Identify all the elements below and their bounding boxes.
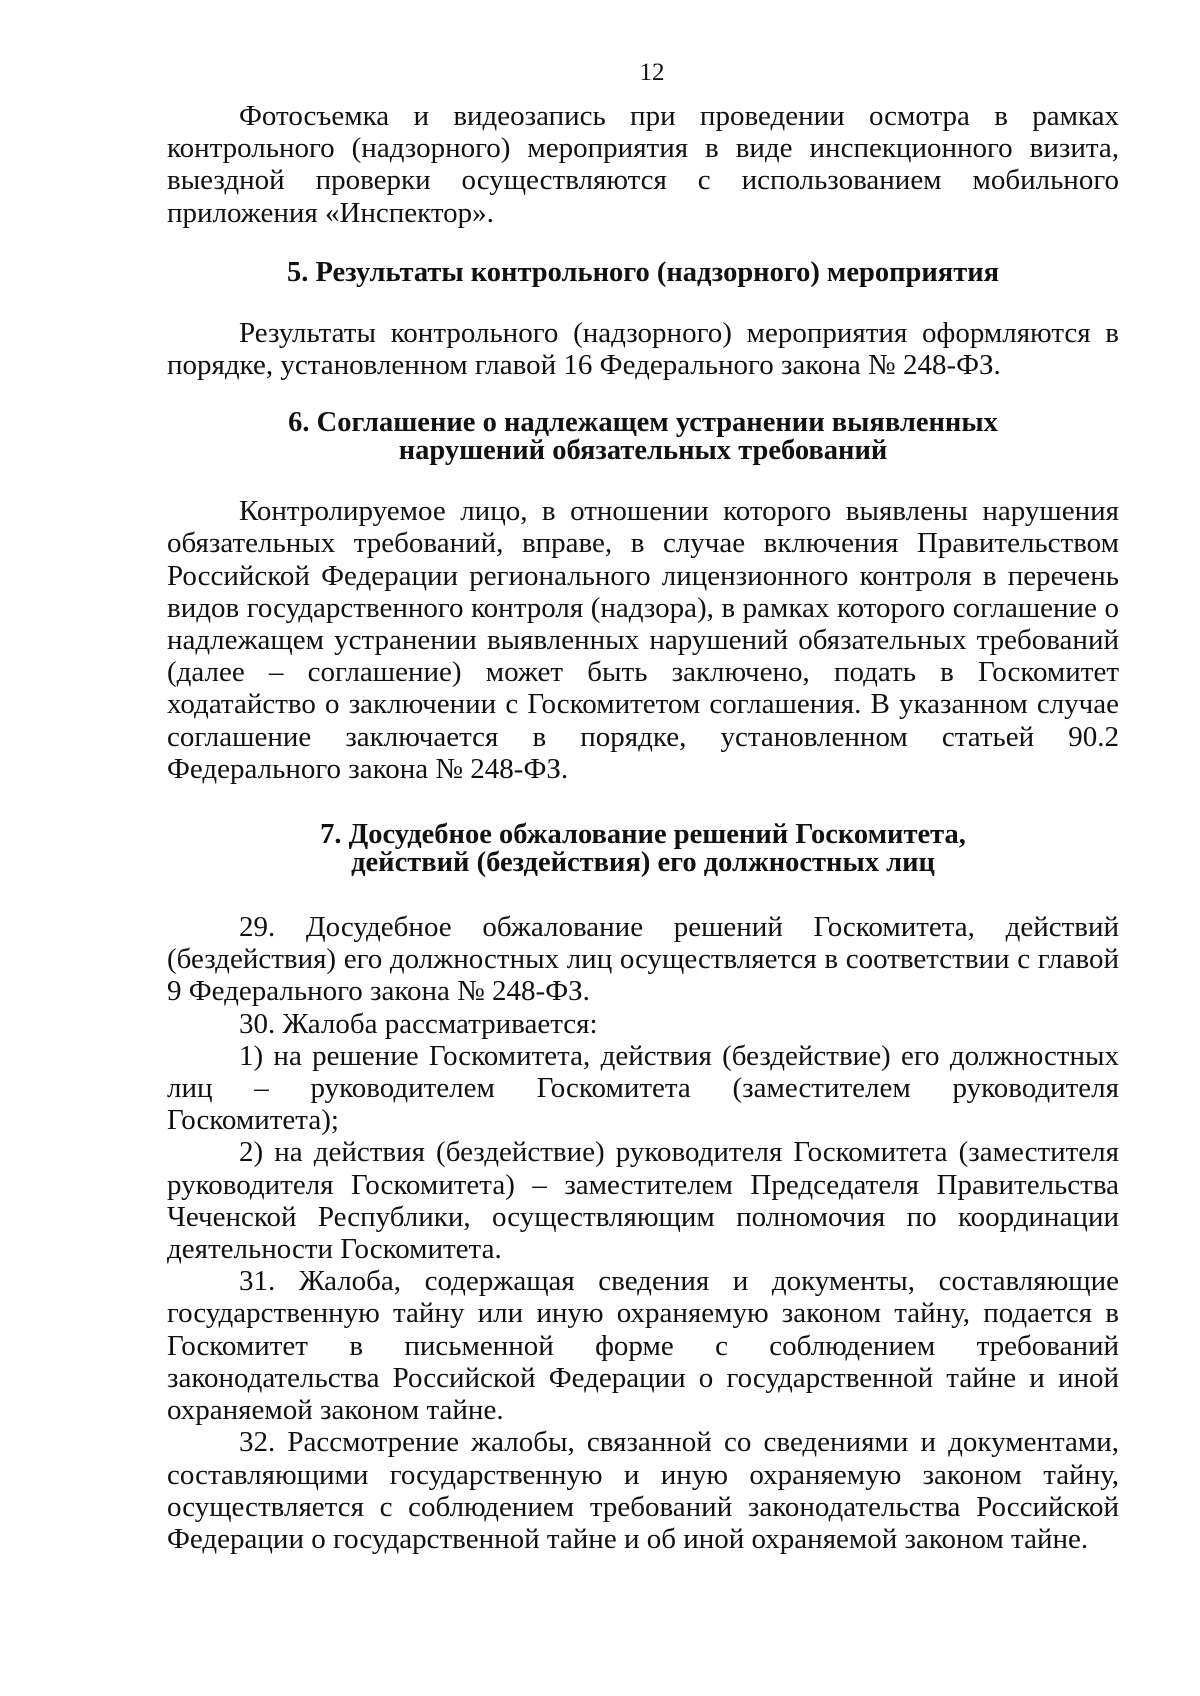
section-heading bbox=[167, 821, 1119, 877]
clause-32: 32. Рассмотрение жалобы, связанной со сведениями и документами, составляющими государственную и иную охраняемую законом тайну, осуществляется с соблюдением требований законодательства Российской Федерации о государственной тайне и об иной охраняемой законом тайне. bbox=[167, 1426, 1119, 1555]
clause-30: 30. Жалоба рассматривается: bbox=[239, 1007, 598, 1040]
section-heading bbox=[167, 409, 1119, 465]
section-heading: 5. Результаты контрольного (надзорного) мероприятия bbox=[286, 256, 1000, 288]
section-heading-line: действий (бездействия) его должностных лиц bbox=[351, 847, 935, 879]
clause-30-item-1: 1) на решение Госкомитета, действия (бездействие) его должностных лиц – руководителем Госкомитета (заместителем руководителя Госкомитета); bbox=[167, 1039, 1119, 1137]
clause-29: 29. Досудебное обжалование решений Госкомитета, действий (бездействия) его должностных лиц осуществляется в соответствии с главой 9 Федерального закона № 248-ФЗ. bbox=[167, 911, 1119, 1008]
page-number: 12 bbox=[639, 59, 665, 86]
intro-paragraph: Фотосъемка и видеозапись при проведении осмотра в рамках контрольного (надзорного) мероприятия в виде инспекционного визита, выездной проверки осуществляются с использованием мобильного приложения «Инспектор». bbox=[167, 100, 1119, 229]
section-paragraph: Результаты контрольного (надзорного) мероприятия оформляются в порядке, установленном главой 16 Федерального закона № 248-ФЗ. bbox=[167, 316, 1119, 382]
section-paragraph: Контролируемое лицо, в отношении которого выявлены нарушения обязательных требований, вправе, в случае включения Правительством Российской Федерации регионального лицензионного контроля в перечень видов государственного контроля (надзора), в рамках которого соглашение о надлежащем устранении выявленных нарушений обязательных требований (далее – соглашение) может быть заключено, подать в Госкомитет ходатайство о заключении с Госкомитетом соглашения. В указанном случае соглашение заключается в порядке, установленном статьей 90.2 Федерального закона № 248-ФЗ. bbox=[167, 495, 1119, 785]
clause-31: 31. Жалоба, содержащая сведения и документы, составляющие государственную тайну или иную охраняемую законом тайну, подается в Госкомитет в письменной форме с соблюдением требований законодательства Российской Федерации о государственной тайне и иной охраняемой законом тайне. bbox=[167, 1265, 1119, 1427]
section-7 bbox=[167, 821, 1119, 1555]
section-heading-line: нарушений обязательных требований bbox=[398, 435, 888, 467]
section-6 bbox=[167, 409, 1119, 785]
clause-30-item-2: 2) на действия (бездействие) руководителя Госкомитета (заместителя руководителя Госкомитета) – заместителем Председателя Правительства Чеченской Республики, осуществляющим полномочия по координации деятельности Госкомитета. bbox=[167, 1136, 1119, 1266]
section-heading-line: 7. Досудебное обжалование решений Госкомитета, bbox=[320, 819, 966, 851]
section-heading-line: 6. Соглашение о надлежащем устранении выявленных bbox=[288, 407, 998, 439]
section-5 bbox=[167, 256, 1119, 382]
document-page bbox=[167, 58, 1119, 1555]
